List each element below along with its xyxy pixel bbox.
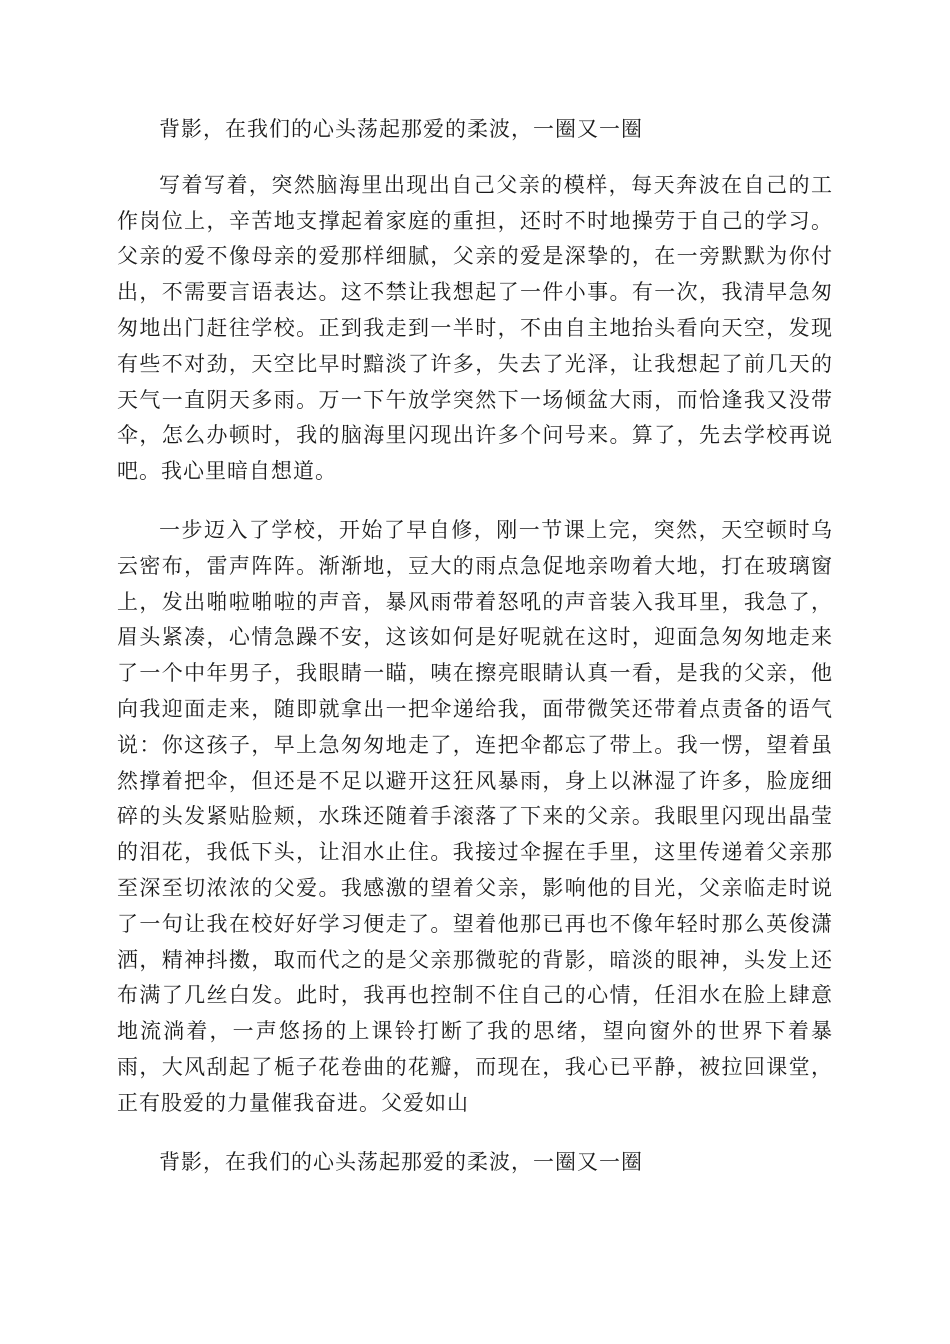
document-body [117, 112, 833, 1180]
paragraph-closing-line: 背影，在我们的心头荡起那爱的柔波，一圈又一圈 [159, 1149, 643, 1174]
paragraph-opening-line: 背影，在我们的心头荡起那爱的柔波，一圈又一圈 [159, 117, 643, 141]
paragraph-father-memory: 写着写着，突然脑海里出现出自己父亲的模样，每天奔波在自己的工作岗位上，辛苦地支撑起着家庭的重担，还时不时地操劳于自己的学习。父亲的爱不像母亲的爱那样细腻，父亲的爱是深挚的，在一旁默默为你付出，不需要言语表达。这不禁让我想起了一件小事。有一次，我清早急匆匆地出门赶往学校。正到我走到一半时，不由自主地抬头看向天空，发现有些不对劲，天空比早时黯淡了许多，失去了光泽，让我想起了前几天的天气一直阴天多雨。万一下午放学突然下一场倾盆大雨，而恰逢我又没带伞，怎么办顿时，我的脑海里闪现出许多个问号来。算了，先去学校再说吧。我心里暗自想道。 [117, 172, 833, 484]
paragraph-rain-story: 一步迈入了学校，开始了早自修，刚一节课上完，突然，天空顿时乌云密布，雷声阵阵。渐渐地，豆大的雨点急促地亲吻着大地，打在玻璃窗上，发出啪啦啪啦的声音，暴风雨带着怒吼的声音装入我耳里，我急了，眉头紧凑，心情急躁不安，这该如何是好呢就在这时，迎面急匆匆地走来了一个中年男子，我眼睛一瞄，咦在擦亮眼睛认真一看，是我的父亲，他向我迎面走来，随即就拿出一把伞递给我，面带微笑还带着点责备的语气说：你这孩子，早上急匆匆地走了，连把伞都忘了带上。我一愣，望着虽然撑着把伞，但还是不足以避开这狂风暴雨，身上以淋湿了许多，脸庞细碎的头发紧贴脸颊，水珠还随着手滚落了下来的父亲。我眼里闪现出晶莹的泪花，我低下头，让泪水止住。我接过伞握在手里，这里传递着父亲那至深至切浓浓的父爱。我感激的望着父亲，影响他的目光，父亲临走时说了一句让我在校好好学习便走了。望着他那已再也不像年轻时那么英俊潇洒，精神抖擞，取而代之的是父亲那微驼的背影，暗淡的眼神，头发上还布满了几丝白发。此时，我再也控制不住自己的心情，任泪水在脸上肆意地流淌着，一声悠扬的上课铃打断了我的思绪，望向窗外的世界下着暴雨，大风刮起了栀子花卷曲的花瓣，而现在，我心已平静，被拉回课堂，正有股爱的力量催我奋进。父爱如山 [117, 517, 833, 1115]
